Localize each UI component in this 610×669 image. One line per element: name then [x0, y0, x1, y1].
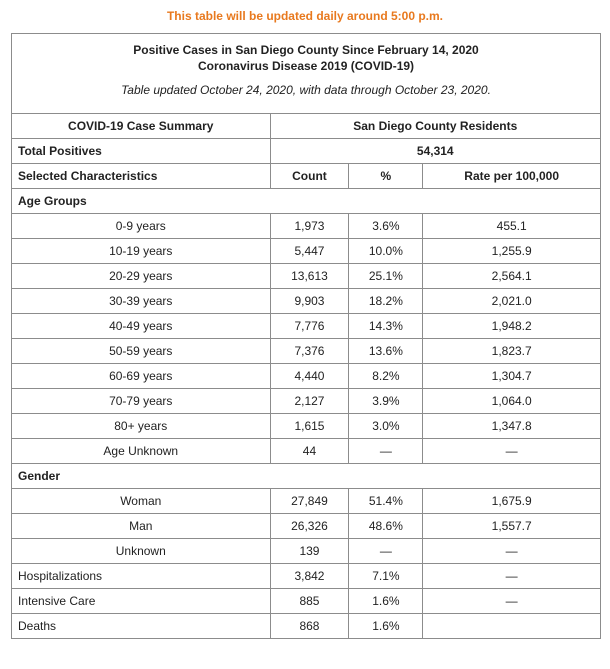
- row-count: 868: [270, 614, 349, 639]
- gender-section-row: [12, 464, 601, 489]
- row-count: 13,613: [270, 264, 349, 289]
- row-count: 2,127: [270, 389, 349, 414]
- row-count: 4,440: [270, 364, 349, 389]
- row-count: 27,849: [270, 489, 349, 514]
- table-row: [12, 364, 601, 389]
- row-rate: —: [423, 539, 601, 564]
- row-count: 26,326: [270, 514, 349, 539]
- gender-heading: Gender: [12, 464, 271, 489]
- table-row: [12, 289, 601, 314]
- table-row: [12, 589, 601, 614]
- total-positives-value: 54,314: [270, 139, 600, 164]
- row-rate: 1,347.8: [423, 414, 601, 439]
- row-count: 3,842: [270, 564, 349, 589]
- row-rate: 1,255.9: [423, 239, 601, 264]
- row-label: 10-19 years: [12, 239, 271, 264]
- row-rate: 1,064.0: [423, 389, 601, 414]
- row-label: 80+ years: [12, 414, 271, 439]
- col-pct: %: [349, 164, 423, 189]
- row-count: 9,903: [270, 289, 349, 314]
- table-row: [12, 564, 601, 589]
- row-rate: 1,557.7: [423, 514, 601, 539]
- row-pct: 1.6%: [349, 614, 423, 639]
- row-count: 7,376: [270, 339, 349, 364]
- row-pct: 51.4%: [349, 489, 423, 514]
- row-pct: 13.6%: [349, 339, 423, 364]
- row-pct: 3.0%: [349, 414, 423, 439]
- table-row: [12, 264, 601, 289]
- row-rate: 1,675.9: [423, 489, 601, 514]
- row-count: 139: [270, 539, 349, 564]
- row-count: 1,615: [270, 414, 349, 439]
- row-rate: 2,021.0: [423, 289, 601, 314]
- table-row: [12, 314, 601, 339]
- col-characteristics: Selected Characteristics: [12, 164, 271, 189]
- row-pct: —: [349, 539, 423, 564]
- row-label: 40-49 years: [12, 314, 271, 339]
- table-row: [12, 489, 601, 514]
- row-pct: 25.1%: [349, 264, 423, 289]
- row-rate: —: [423, 439, 601, 464]
- row-label: Intensive Care: [12, 589, 271, 614]
- row-count: 5,447: [270, 239, 349, 264]
- table-row: [12, 389, 601, 414]
- age-groups-heading: Age Groups: [12, 189, 271, 214]
- update-notice: This table will be updated daily around 5:00 p.m.: [166, 9, 444, 23]
- table-row: [12, 514, 601, 539]
- row-rate: 1,823.7: [423, 339, 601, 364]
- col-count: Count: [270, 164, 349, 189]
- row-label: Woman: [12, 489, 271, 514]
- row-label: 70-79 years: [12, 389, 271, 414]
- case-summary-table: [11, 33, 601, 639]
- row-label: Unknown: [12, 539, 271, 564]
- row-pct: 3.6%: [349, 214, 423, 239]
- col-rate: Rate per 100,000: [423, 164, 601, 189]
- table-row: [12, 339, 601, 364]
- row-label: 30-39 years: [12, 289, 271, 314]
- table-row: [12, 539, 601, 564]
- residents-label: San Diego County Residents: [270, 114, 600, 139]
- row-rate: 1,948.2: [423, 314, 601, 339]
- table-updated-note: Table updated October 24, 2020, with data through October 23, 2020.: [121, 83, 491, 97]
- row-label: 50-59 years: [12, 339, 271, 364]
- summary-label: COVID-19 Case Summary: [12, 114, 271, 139]
- row-rate: —: [423, 564, 601, 589]
- row-pct: —: [349, 439, 423, 464]
- table-header: [12, 34, 601, 114]
- row-pct: 14.3%: [349, 314, 423, 339]
- row-count: 885: [270, 589, 349, 614]
- row-pct: 7.1%: [349, 564, 423, 589]
- table-title-2: Coronavirus Disease 2019 (COVID-19): [197, 59, 415, 73]
- row-count: 44: [270, 439, 349, 464]
- row-label: 60-69 years: [12, 364, 271, 389]
- row-pct: 1.6%: [349, 589, 423, 614]
- table-title-1: Positive Cases in San Diego County Since February 14, 2020: [133, 43, 479, 57]
- row-rate: —: [423, 589, 601, 614]
- row-pct: 10.0%: [349, 239, 423, 264]
- row-label: Man: [12, 514, 271, 539]
- table-row: [12, 239, 601, 264]
- total-positives-label: Total Positives: [12, 139, 271, 164]
- table-row: [12, 439, 601, 464]
- row-rate: [423, 614, 601, 639]
- row-count: 7,776: [270, 314, 349, 339]
- row-label: Age Unknown: [12, 439, 271, 464]
- row-pct: 48.6%: [349, 514, 423, 539]
- age-groups-section-row: [12, 189, 601, 214]
- table-row: [12, 214, 601, 239]
- table-row: [12, 414, 601, 439]
- row-label: Hospitalizations: [12, 564, 271, 589]
- row-pct: 18.2%: [349, 289, 423, 314]
- table-row: [12, 614, 601, 639]
- row-pct: 3.9%: [349, 389, 423, 414]
- row-label: Deaths: [12, 614, 271, 639]
- row-rate: 1,304.7: [423, 364, 601, 389]
- row-count: 1,973: [270, 214, 349, 239]
- row-rate: 2,564.1: [423, 264, 601, 289]
- row-label: 20-29 years: [12, 264, 271, 289]
- row-label: 0-9 years: [12, 214, 271, 239]
- row-rate: 455.1: [423, 214, 601, 239]
- row-pct: 8.2%: [349, 364, 423, 389]
